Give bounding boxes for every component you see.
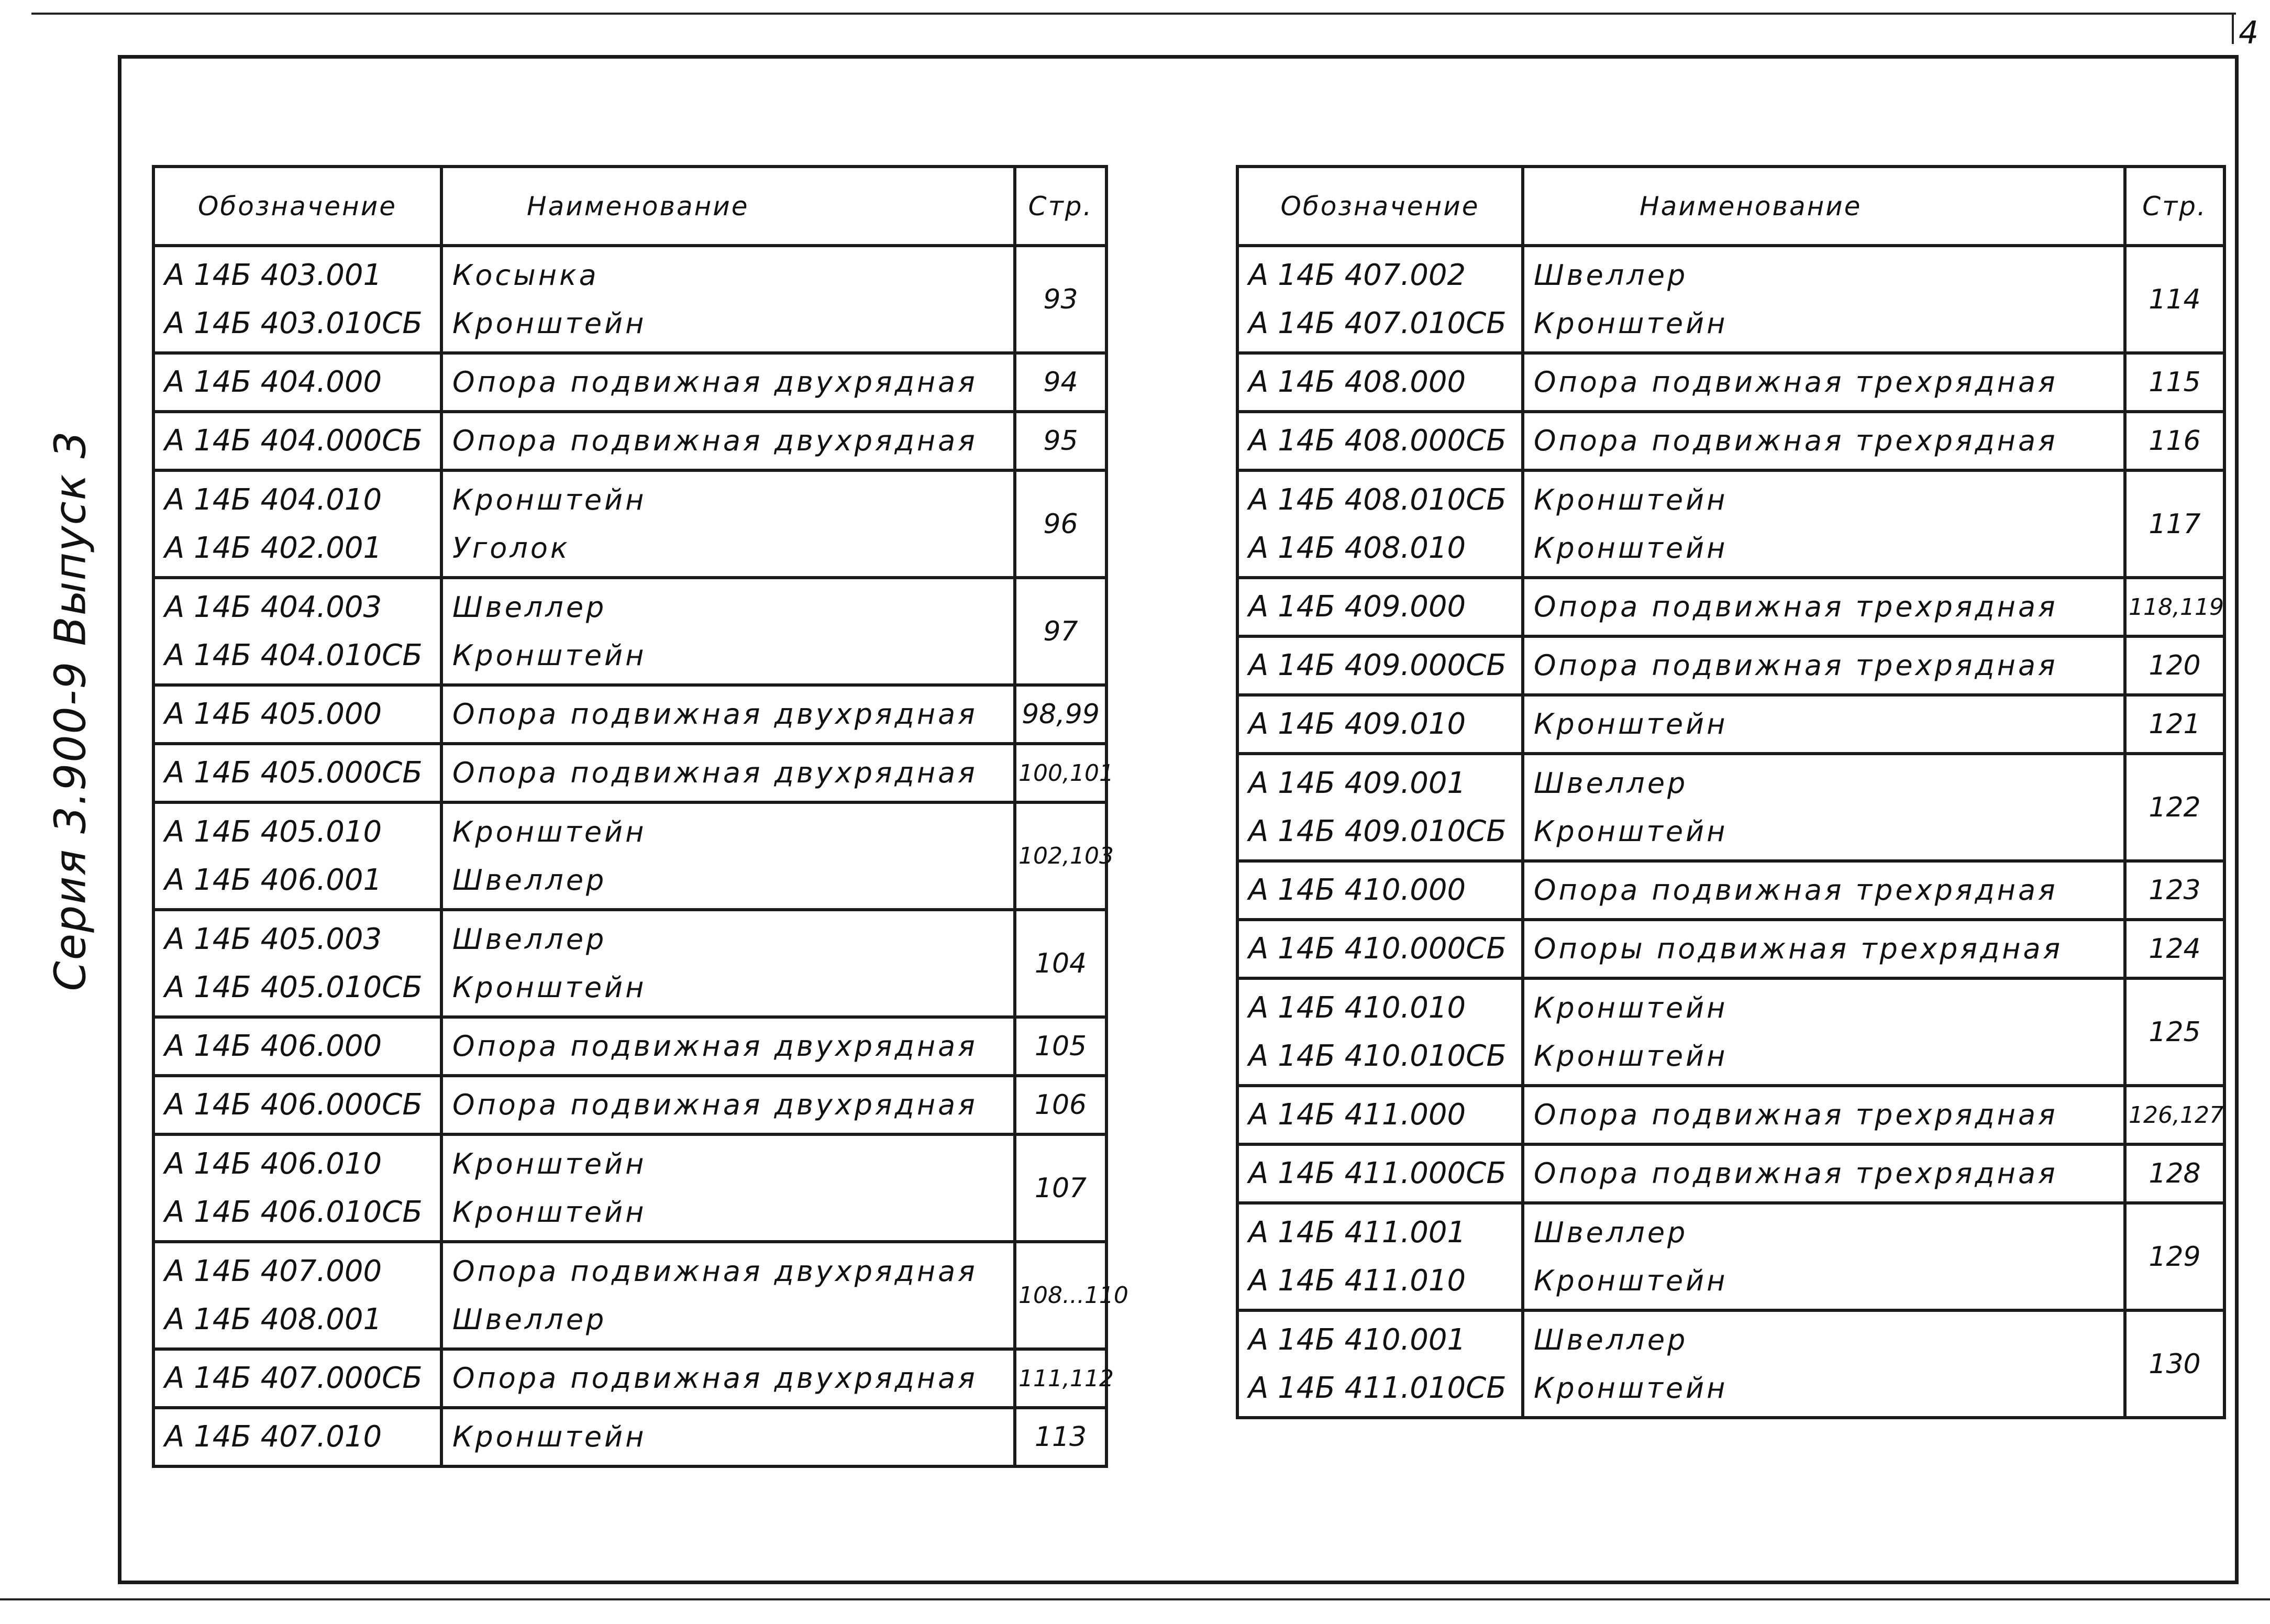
designation-text: А 14Б 405.000 — [164, 697, 382, 731]
designation-text: А 14Б 411.001 — [1248, 1215, 1466, 1250]
designation-text: А 14Б 410.000СБ — [1248, 932, 1507, 966]
designation-text: А 14Б 404.010СБ — [164, 638, 423, 672]
name-cell — [1523, 246, 2125, 353]
designation-text: А 14Б 407.010 — [164, 1420, 382, 1454]
designation-text: А 14Б 409.010 — [1248, 707, 1466, 741]
designation-text: А 14Б 405.003 — [164, 922, 382, 956]
table-row — [153, 910, 1106, 1017]
designation-text: А 14Б 403.001 — [164, 258, 382, 292]
designation-text: А 14Б 409.000СБ — [1248, 648, 1507, 682]
sheet-border-right — [2232, 13, 2234, 44]
page-cell: 122 — [2125, 754, 2224, 861]
designation-text: А 14Б 404.000 — [164, 365, 382, 399]
name-text: Кронштейн — [452, 1195, 647, 1229]
designation-cell — [153, 685, 441, 744]
name-cell — [1523, 861, 2125, 920]
name-cell — [1523, 920, 2125, 978]
page-cell: 125 — [2125, 978, 2224, 1086]
page-cell: 107 — [1015, 1134, 1106, 1242]
name-text: Швеллер — [1534, 766, 1688, 800]
table-row — [153, 1408, 1106, 1466]
table-row — [1237, 978, 2224, 1086]
designation-cell — [1237, 920, 1523, 978]
name-text: Опора подвижная двухрядная — [452, 698, 978, 731]
page-cell: 124 — [2125, 920, 2224, 978]
designation-text: А 14Б 408.000 — [1248, 365, 1466, 399]
designation-cell — [1237, 1144, 1523, 1203]
name-text: Кронштейн — [452, 970, 647, 1004]
page-cell: 105 — [1015, 1017, 1106, 1076]
designation-text: А 14Б 410.010СБ — [1248, 1039, 1507, 1073]
designation-cell — [153, 1076, 441, 1134]
designation-text: А 14Б 408.000СБ — [1248, 424, 1507, 458]
designation-text: А 14Б 408.010СБ — [1248, 482, 1507, 517]
name-text: Опора подвижная трехрядная — [1534, 590, 2058, 623]
name-cell — [1523, 1203, 2125, 1310]
page-cell: 126,127 — [2125, 1086, 2224, 1144]
name-cell — [1523, 754, 2125, 861]
name-cell — [441, 1349, 1015, 1408]
designation-text: А 14Б 410.010 — [1248, 990, 1466, 1025]
right-spec-table — [1236, 165, 2226, 1419]
name-cell — [1523, 978, 2125, 1086]
page-cell: 104 — [1015, 910, 1106, 1017]
header-page: Стр. — [1015, 167, 1106, 246]
designation-text: А 14Б 406.001 — [164, 863, 382, 897]
page-cell: 93 — [1015, 246, 1106, 353]
name-cell — [1523, 1086, 2125, 1144]
designation-text: А 14Б 411.000СБ — [1248, 1156, 1507, 1190]
name-text: Опора подвижная трехрядная — [1534, 1157, 2058, 1190]
name-cell — [1523, 1310, 2125, 1418]
page-cell: 106 — [1015, 1076, 1106, 1134]
name-text: Уголок — [452, 531, 570, 565]
table-header-row — [153, 167, 1106, 246]
name-cell — [441, 910, 1015, 1017]
designation-text: А 14Б 407.002 — [1248, 258, 1466, 292]
designation-text: А 14Б 404.010 — [164, 482, 382, 517]
sheet-number: 4 — [2239, 15, 2259, 51]
designation-text: А 14Б 406.010СБ — [164, 1195, 423, 1229]
designation-cell — [153, 1349, 441, 1408]
table-row — [1237, 1203, 2224, 1310]
table-row — [153, 470, 1106, 578]
designation-text: А 14Б 409.000 — [1248, 590, 1466, 624]
designation-text: А 14Б 402.001 — [164, 531, 382, 565]
designation-text: А 14Б 408.001 — [164, 1302, 382, 1336]
header-code: Обозначение — [153, 167, 441, 246]
page-cell: 130 — [2125, 1310, 2224, 1418]
designation-cell — [1237, 978, 1523, 1086]
designation-cell — [1237, 246, 1523, 353]
designation-text: А 14Б 409.001 — [1248, 766, 1466, 800]
table-header-row — [1237, 167, 2224, 246]
designation-cell — [1237, 1310, 1523, 1418]
name-text: Опора подвижная трехрядная — [1534, 366, 2058, 399]
designation-text: А 14Б 406.000 — [164, 1029, 382, 1063]
page-cell: 118,119 — [2125, 578, 2224, 636]
name-cell — [441, 802, 1015, 910]
name-cell — [441, 744, 1015, 802]
table-row — [153, 246, 1106, 353]
designation-cell — [153, 1134, 441, 1242]
designation-text: А 14Б 405.000СБ — [164, 756, 423, 790]
name-cell — [1523, 412, 2125, 470]
name-text: Опоры подвижная трехрядная — [1534, 932, 2063, 965]
page-cell: 129 — [2125, 1203, 2224, 1310]
name-text: Кронштейн — [452, 483, 647, 516]
table-row — [153, 353, 1106, 412]
sheet-border-top — [31, 13, 2236, 15]
designation-text: А 14Б 407.000 — [164, 1254, 382, 1288]
page-cell: 113 — [1015, 1408, 1106, 1466]
name-text: Опора подвижная трехрядная — [1534, 1098, 2058, 1131]
table-row — [1237, 1310, 2224, 1418]
name-text: Опора подвижная двухрядная — [452, 424, 978, 457]
page-cell: 96 — [1015, 470, 1106, 578]
designation-cell — [153, 412, 441, 470]
name-text: Кронштейн — [1534, 1039, 1728, 1073]
designation-text: А 14Б 404.000СБ — [164, 424, 423, 458]
name-cell — [441, 246, 1015, 353]
page-cell: 117 — [2125, 470, 2224, 578]
page-cell: 98,99 — [1015, 685, 1106, 744]
name-text: Кронштейн — [1534, 1371, 1728, 1405]
sheet-border-bottom — [0, 1598, 2270, 1600]
page-cell: 97 — [1015, 578, 1106, 685]
name-cell — [1523, 578, 2125, 636]
table-row — [153, 685, 1106, 744]
name-text: Швеллер — [452, 590, 607, 624]
name-text: Опора подвижная двухрядная — [452, 756, 978, 789]
name-text: Кронштейн — [1534, 708, 1728, 741]
name-text: Кронштейн — [1534, 814, 1728, 848]
name-text: Швеллер — [452, 1302, 607, 1336]
name-cell — [1523, 353, 2125, 412]
designation-text: А 14Б 405.010СБ — [164, 970, 423, 1004]
left-table-body — [153, 246, 1128, 1466]
table-row — [153, 412, 1106, 470]
designation-cell — [1237, 412, 1523, 470]
designation-cell — [1237, 470, 1523, 578]
table-row — [153, 578, 1106, 685]
designation-text: А 14Б 403.010СБ — [164, 306, 423, 340]
name-cell — [1523, 636, 2125, 695]
designation-text: А 14Б 411.010СБ — [1248, 1371, 1507, 1405]
name-cell — [441, 470, 1015, 578]
page-cell: 108...110 — [1015, 1242, 1106, 1349]
designation-cell — [153, 470, 441, 578]
page-cell: 102,103 — [1015, 802, 1106, 910]
name-cell — [441, 1134, 1015, 1242]
header-page: Стр. — [2125, 167, 2224, 246]
series-title: Серия 3.900-9 Выпуск 3 — [46, 430, 96, 991]
name-text: Опора подвижная двухрядная — [452, 1254, 978, 1288]
page-cell: 111,112 — [1015, 1349, 1106, 1408]
designation-cell — [1237, 861, 1523, 920]
table-row — [153, 1076, 1106, 1134]
page-cell: 114 — [2125, 246, 2224, 353]
designation-cell — [1237, 695, 1523, 754]
designation-cell — [153, 1408, 441, 1466]
name-cell — [441, 1242, 1015, 1349]
name-cell — [441, 412, 1015, 470]
name-cell — [1523, 695, 2125, 754]
table-row — [1237, 1144, 2224, 1203]
name-text: Кронштейн — [1534, 531, 1728, 565]
table-row — [1237, 695, 2224, 754]
table-row — [1237, 861, 2224, 920]
table-row — [153, 1017, 1106, 1076]
name-text: Опора подвижная трехрядная — [1534, 874, 2058, 907]
name-cell — [1523, 470, 2125, 578]
name-cell — [441, 353, 1015, 412]
name-text: Опора подвижная двухрядная — [452, 1030, 978, 1063]
name-cell — [441, 1076, 1015, 1134]
name-cell — [441, 578, 1015, 685]
designation-text: А 14Б 407.010СБ — [1248, 306, 1507, 340]
page-cell: 120 — [2125, 636, 2224, 695]
header-name: Наименование — [1523, 167, 2125, 246]
name-cell — [441, 1408, 1015, 1466]
header-code: Обозначение — [1237, 167, 1523, 246]
name-cell — [441, 1017, 1015, 1076]
designation-cell — [153, 744, 441, 802]
designation-cell — [1237, 578, 1523, 636]
page-cell: 128 — [2125, 1144, 2224, 1203]
designation-text: А 14Б 411.000 — [1248, 1098, 1466, 1132]
designation-text: А 14Б 411.010 — [1248, 1263, 1466, 1298]
table-row — [1237, 412, 2224, 470]
designation-cell — [1237, 1203, 1523, 1310]
name-text: Швеллер — [1534, 258, 1688, 292]
page-cell: 115 — [2125, 353, 2224, 412]
designation-text: А 14Б 410.001 — [1248, 1322, 1466, 1357]
name-cell — [1523, 1144, 2125, 1203]
designation-cell — [1237, 353, 1523, 412]
name-text: Швеллер — [1534, 1216, 1688, 1249]
name-text: Швеллер — [452, 863, 607, 897]
designation-text: А 14Б 406.000СБ — [164, 1088, 423, 1122]
designation-text: А 14Б 407.000СБ — [164, 1361, 423, 1395]
designation-cell — [153, 353, 441, 412]
name-text: Швеллер — [1534, 1323, 1688, 1356]
table-row — [1237, 754, 2224, 861]
page-cell: 121 — [2125, 695, 2224, 754]
designation-text: А 14Б 409.010СБ — [1248, 814, 1507, 848]
table-row — [1237, 636, 2224, 695]
table-row — [1237, 470, 2224, 578]
designation-cell — [153, 246, 441, 353]
name-text: Кронштейн — [1534, 1264, 1728, 1297]
designation-cell — [1237, 636, 1523, 695]
name-text: Кронштейн — [1534, 991, 1728, 1024]
name-cell — [441, 685, 1015, 744]
name-text: Кронштейн — [1534, 483, 1728, 516]
table-row — [1237, 920, 2224, 978]
designation-text: А 14Б 406.010 — [164, 1146, 382, 1181]
name-text: Кронштейн — [1534, 306, 1728, 340]
designation-cell — [1237, 1086, 1523, 1144]
name-text: Опора подвижная двухрядная — [452, 1088, 978, 1121]
designation-cell — [153, 910, 441, 1017]
table-row — [1237, 246, 2224, 353]
name-text: Опора подвижная трехрядная — [1534, 424, 2058, 457]
page-cell: 116 — [2125, 412, 2224, 470]
name-text: Кронштейн — [452, 815, 647, 848]
table-row — [153, 802, 1106, 910]
page-cell: 100,101 — [1015, 744, 1106, 802]
page-cell: 123 — [2125, 861, 2224, 920]
name-text: Кронштейн — [452, 1147, 647, 1180]
designation-text: А 14Б 408.010 — [1248, 531, 1466, 565]
table-row — [153, 744, 1106, 802]
header-name: Наименование — [441, 167, 1015, 246]
name-text: Кронштейн — [452, 306, 647, 340]
designation-cell — [153, 1242, 441, 1349]
name-text: Косынка — [452, 258, 599, 292]
name-text: Опора подвижная двухрядная — [452, 366, 978, 399]
designation-cell — [153, 578, 441, 685]
designation-cell — [153, 802, 441, 910]
table-row — [1237, 353, 2224, 412]
right-table-body — [1237, 246, 2224, 1418]
table-row — [153, 1134, 1106, 1242]
name-text: Опора подвижная трехрядная — [1534, 649, 2058, 682]
designation-text: А 14Б 405.010 — [164, 814, 382, 849]
name-text: Кронштейн — [452, 1420, 647, 1453]
table-row — [1237, 1086, 2224, 1144]
designation-cell — [1237, 754, 1523, 861]
table-row — [153, 1242, 1106, 1349]
page-cell: 95 — [1015, 412, 1106, 470]
page-cell: 94 — [1015, 353, 1106, 412]
designation-cell — [153, 1017, 441, 1076]
table-row — [153, 1349, 1106, 1408]
designation-text: А 14Б 404.003 — [164, 590, 382, 624]
designation-text: А 14Б 410.000 — [1248, 873, 1466, 907]
name-text: Швеллер — [452, 922, 607, 956]
table-row — [1237, 578, 2224, 636]
name-text: Опора подвижная двухрядная — [452, 1362, 978, 1395]
name-text: Кронштейн — [452, 638, 647, 672]
left-spec-table — [152, 165, 1128, 1468]
